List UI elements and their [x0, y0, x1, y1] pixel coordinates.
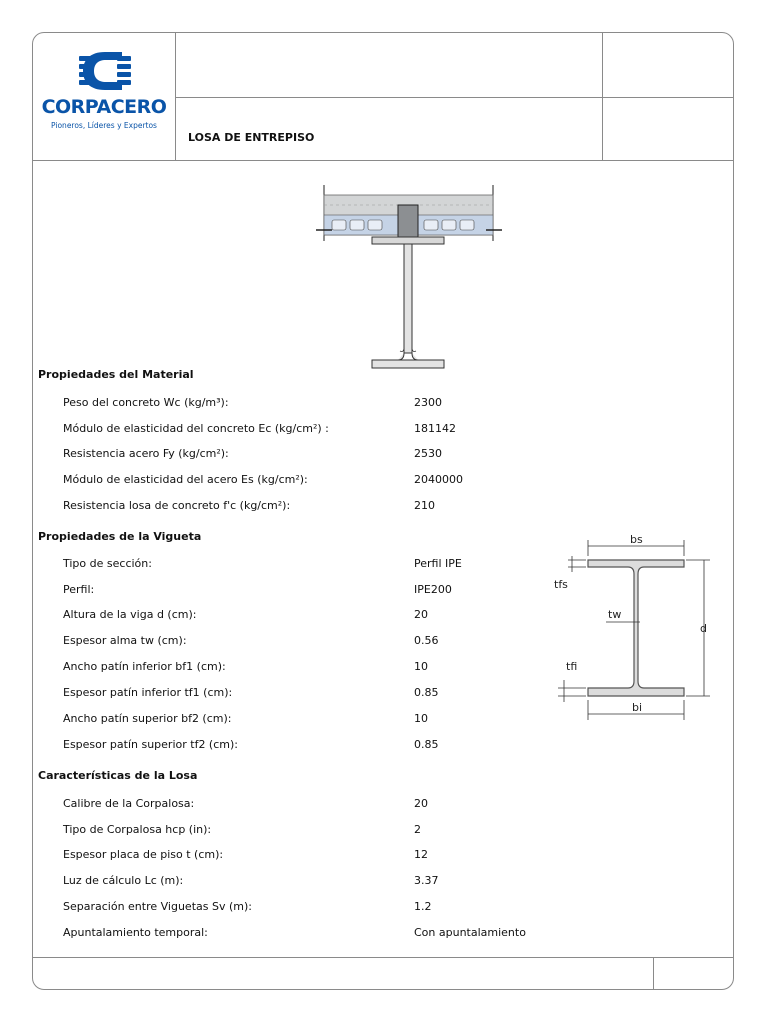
losa-value: 12 [414, 848, 428, 861]
footer-top-line [33, 957, 733, 958]
section-title-vigueta: Propiedades de la Vigueta [38, 530, 202, 543]
header-divider-h1 [175, 97, 733, 98]
vigueta-label: Perfil: [63, 583, 95, 596]
losa-label: Apuntalamiento temporal: [63, 926, 208, 939]
material-label: Módulo de elasticidad del concreto Ec (kg/cm²) : [63, 422, 329, 435]
footer-divider-v [653, 957, 654, 989]
losa-label: Calibre de la Corpalosa: [63, 797, 195, 810]
losa-value: 20 [414, 797, 428, 810]
losa-label: Espesor placa de piso t (cm): [63, 848, 224, 861]
vigueta-label: Altura de la viga d (cm): [63, 608, 197, 621]
vigueta-label: Espesor patín inferior tf1 (cm): [63, 686, 233, 699]
vigueta-label: Ancho patín inferior bf1 (cm): [63, 660, 226, 673]
vigueta-value: 20 [414, 608, 428, 621]
losa-value: Con apuntalamiento [414, 926, 526, 939]
losa-value: 1.2 [414, 900, 432, 913]
dim-d-label: d [700, 622, 707, 635]
material-label: Resistencia losa de concreto f'c (kg/cm²): [63, 499, 291, 512]
vigueta-label: Ancho patín superior bf2 (cm): [63, 712, 232, 725]
material-label: Resistencia acero Fy (kg/cm²): [63, 447, 229, 460]
dim-bi-label: bi [632, 701, 643, 714]
losa-label: Luz de cálculo Lc (m): [63, 874, 184, 887]
section-title-losa: Características de la Losa [38, 769, 198, 782]
dim-tfi-label: tfi [566, 660, 578, 673]
material-value: 2040000 [414, 473, 463, 486]
material-value: 181142 [414, 422, 456, 435]
vigueta-value: 10 [414, 660, 428, 673]
material-value: 2300 [414, 396, 442, 409]
material-label: Peso del concreto Wc (kg/m³): [63, 396, 229, 409]
slab-section-illustration [314, 185, 504, 370]
losa-label: Tipo de Corpalosa hcp (in): [63, 823, 212, 836]
losa-value: 2 [414, 823, 421, 836]
vigueta-value: 0.56 [414, 634, 439, 647]
material-label: Módulo de elasticidad del acero Es (kg/cm²): [63, 473, 308, 486]
vigueta-label: Tipo de sección: [63, 557, 152, 570]
vigueta-value: IPE200 [414, 583, 452, 596]
losa-value: 3.37 [414, 874, 439, 887]
dim-bs-label: bs [630, 533, 643, 546]
vigueta-value: Perfil IPE [414, 557, 462, 570]
vigueta-value: 0.85 [414, 686, 439, 699]
material-value: 210 [414, 499, 435, 512]
section-title-material: Propiedades del Material [38, 368, 194, 381]
vigueta-value: 0.85 [414, 738, 439, 751]
header-bottom-line [33, 160, 733, 161]
logo-tagline: Pioneros, Líderes y Expertos [51, 121, 157, 130]
vigueta-value: 10 [414, 712, 428, 725]
vigueta-label: Espesor alma tw (cm): [63, 634, 187, 647]
losa-label: Separación entre Viguetas Sv (m): [63, 900, 252, 913]
ibeam-dimension-diagram [548, 530, 728, 725]
document-title: LOSA DE ENTREPISO [188, 131, 315, 144]
material-value: 2530 [414, 447, 442, 460]
vigueta-label: Espesor patín superior tf2 (cm): [63, 738, 238, 751]
dim-tfs-label: tfs [554, 578, 568, 591]
dim-tw-label: tw [608, 608, 622, 621]
logo-wordmark: CORPACERO [41, 96, 167, 118]
